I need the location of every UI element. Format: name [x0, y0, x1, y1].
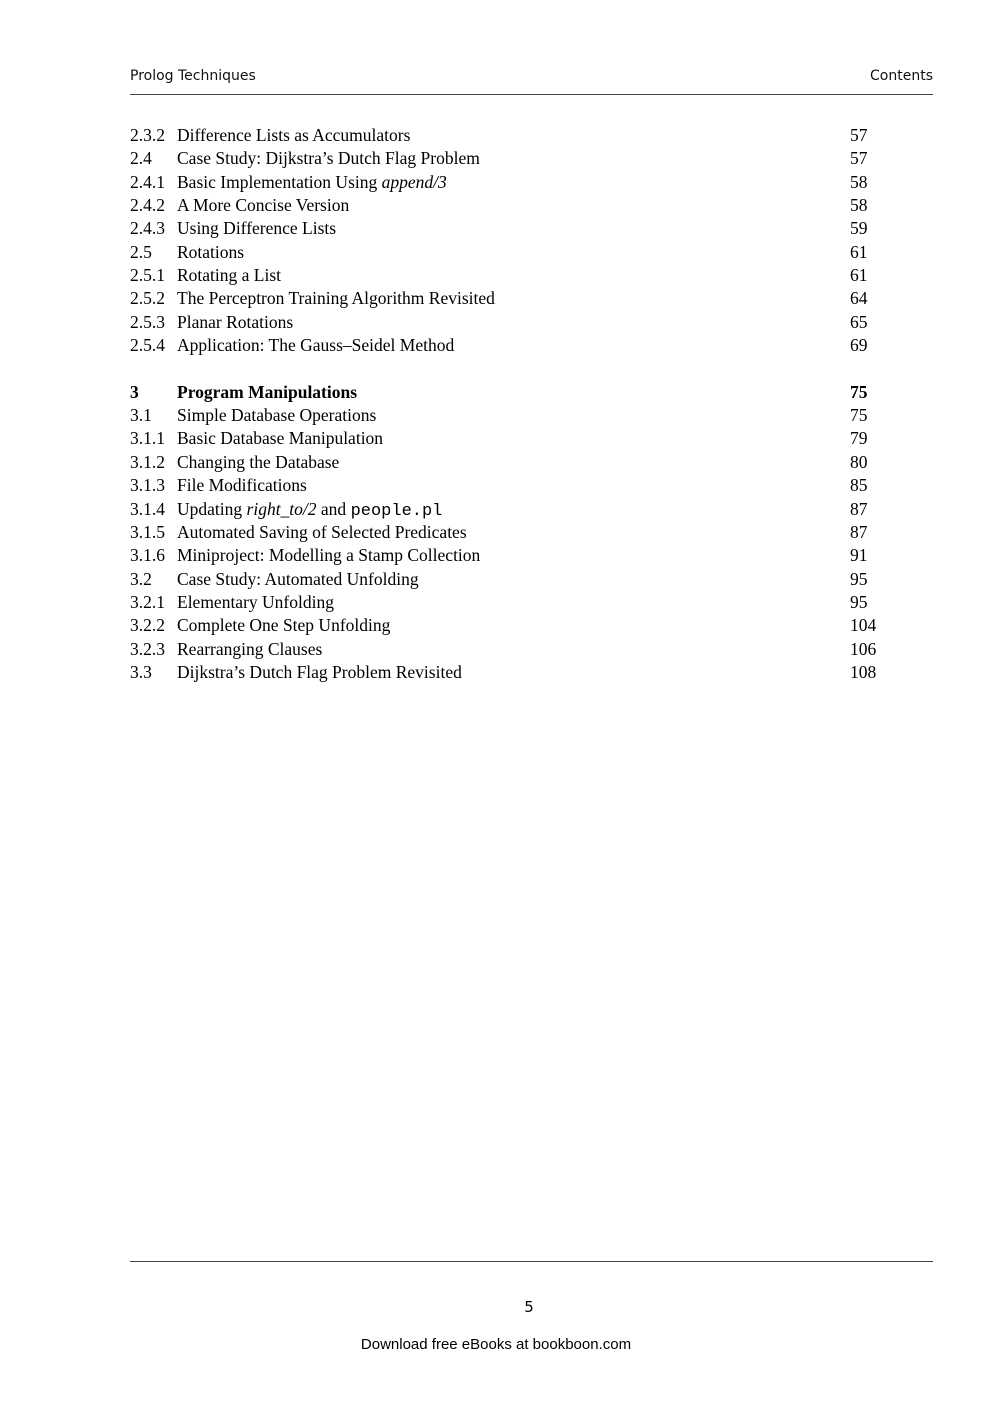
toc-entry-page: 95 [850, 568, 868, 589]
toc-title-segment: Dijkstra’s Dutch Flag Problem Revisited [177, 661, 462, 682]
toc-entry[interactable] [130, 427, 890, 450]
toc-entry[interactable] [130, 568, 890, 591]
toc-entry[interactable] [130, 591, 890, 614]
toc-entry-page: 57 [850, 125, 868, 145]
toc-title-segment: The Perceptron Training Algorithm Revisited [177, 288, 495, 309]
toc-entry-title [177, 568, 419, 591]
toc-title-segment: Basic Implementation Using [177, 171, 382, 192]
toc-title-segment: Rotating a List [177, 265, 282, 286]
toc-entry-number: 2.4.3 [130, 218, 165, 239]
download-link[interactable]: Download free eBooks at bookboon.com [360, 1336, 632, 1353]
toc-entry-title [177, 474, 307, 497]
toc-entry-page: 61 [850, 265, 868, 286]
toc-entry-number: 2.5.2 [130, 288, 165, 309]
toc-title-segment: Using Difference Lists [177, 218, 337, 239]
toc-entry[interactable] [130, 287, 890, 310]
toc-entry-page: 75 [850, 381, 868, 402]
toc-entry-page: 69 [850, 335, 868, 356]
toc-entry[interactable] [130, 217, 890, 240]
toc-title-segment: Simple Database Operations [177, 405, 377, 426]
toc-entry-title [177, 498, 442, 523]
toc-entry-title [177, 427, 383, 450]
toc-title-segment: Basic Database Manipulation [177, 428, 384, 449]
table-of-contents [130, 124, 890, 684]
toc-entry-title [177, 404, 376, 427]
toc-entry-number: 3.1.5 [130, 521, 165, 542]
page-number: 5 [524, 1298, 534, 1316]
toc-entry[interactable] [130, 544, 890, 567]
toc-entry-page: 85 [850, 475, 868, 496]
toc-entry-number: 3.2 [130, 568, 152, 589]
toc-entry[interactable] [130, 638, 890, 661]
toc-entry-number: 2.3.2 [130, 125, 165, 145]
toc-entry-page: 87 [850, 498, 868, 519]
toc-entry-number: 3.1.4 [130, 498, 165, 519]
toc-entry-title [177, 661, 462, 684]
toc-entry-title [177, 264, 281, 287]
toc-title-segment: Elementary Unfolding [177, 591, 334, 612]
toc-entry-page: 61 [850, 241, 868, 262]
toc-entry-title [177, 614, 390, 637]
toc-entry[interactable] [130, 311, 890, 334]
toc-entry-number: 3.2.1 [130, 591, 165, 612]
toc-entry[interactable] [130, 521, 890, 544]
toc-title-segment: Rotations [177, 241, 245, 262]
toc-entry[interactable] [130, 474, 890, 497]
toc-title-segment: right_to/2 [246, 498, 317, 519]
toc-entry-page: 59 [850, 218, 868, 239]
toc-entry-page: 87 [850, 521, 868, 542]
toc-title-segment: append/3 [381, 171, 447, 192]
toc-entry-title [177, 217, 336, 240]
toc-entry-title [177, 124, 410, 147]
toc-entry-title [177, 544, 480, 567]
running-header-title: Prolog Techniques [130, 68, 256, 84]
toc-entry[interactable] [130, 498, 890, 521]
toc-entry[interactable] [130, 194, 890, 217]
toc-entry[interactable] [130, 661, 890, 684]
toc-title-segment: Program Manipulations [177, 381, 358, 402]
toc-entry-title [177, 241, 244, 264]
toc-entry-page: 58 [850, 171, 868, 192]
toc-entry-title [177, 287, 495, 310]
toc-entry-page: 64 [850, 288, 868, 309]
toc-entry-page: 95 [850, 591, 868, 612]
toc-entry-title [177, 638, 322, 661]
toc-entry-number: 2.4.1 [130, 171, 165, 192]
toc-entry-page: 65 [850, 311, 868, 332]
toc-entry-number: 3.1 [130, 405, 152, 426]
toc-entry-title [177, 591, 334, 614]
toc-entry-page: 104 [850, 615, 877, 636]
toc-entry-title [177, 171, 447, 194]
toc-entry-page: 80 [850, 451, 868, 472]
toc-title-segment: Updating [177, 498, 247, 519]
toc-entry[interactable] [130, 404, 890, 427]
toc-title-segment: A More Concise Version [177, 195, 350, 216]
toc-title-segment: Planar Rotations [177, 311, 294, 332]
toc-entry-number: 3.1.2 [130, 451, 165, 472]
toc-entry[interactable] [130, 124, 890, 147]
toc-title-segment: people.pl [350, 501, 443, 521]
toc-entry-title [177, 334, 454, 357]
toc-chapter-entry[interactable] [130, 381, 890, 404]
toc-entry-title [177, 194, 349, 217]
toc-entry-title [177, 451, 339, 474]
toc-entry[interactable] [130, 614, 890, 637]
running-header-section: Contents [870, 68, 933, 84]
toc-entry-number: 3.1.1 [130, 428, 165, 449]
toc-entry[interactable] [130, 264, 890, 287]
toc-title-segment: Miniproject: Modelling a Stamp Collection [177, 545, 481, 566]
toc-entry-page: 75 [850, 405, 868, 426]
toc-title-segment: Automated Saving of Selected Predicates [177, 521, 467, 542]
toc-entry-title [177, 147, 480, 170]
toc-entry-number: 3.3 [130, 661, 152, 682]
toc-entry-page: 108 [850, 661, 877, 682]
toc-entry-number: 2.5 [130, 241, 152, 262]
toc-entry-page: 57 [850, 148, 868, 169]
toc-entry-number: 2.4.2 [130, 195, 165, 216]
toc-title-segment: Changing the Database [177, 451, 340, 472]
toc-entry-number: 3.2.3 [130, 638, 165, 659]
toc-entry[interactable] [130, 171, 890, 194]
toc-entry-number: 2.5.4 [130, 335, 165, 356]
header-rule [130, 94, 933, 95]
toc-entry-page: 79 [850, 428, 868, 449]
toc-title-segment: and [316, 498, 351, 519]
toc-title-segment: Rearranging Clauses [177, 638, 323, 659]
toc-title-segment: Case Study: Dijkstra’s Dutch Flag Problem [177, 148, 480, 169]
toc-entry-number: 2.4 [130, 148, 152, 169]
toc-entry-number: 3 [130, 381, 139, 402]
toc-entry-title [177, 311, 293, 334]
toc-entry-number: 2.5.1 [130, 265, 165, 286]
toc-entry[interactable] [130, 241, 890, 264]
toc-entry[interactable] [130, 147, 890, 170]
toc-entry-page: 106 [850, 638, 877, 659]
toc-entry-number: 3.1.6 [130, 545, 165, 566]
toc-title-segment: Difference Lists as Accumulators [177, 125, 411, 145]
toc-entry-number: 3.1.3 [130, 475, 165, 496]
footer-rule [130, 1261, 933, 1262]
toc-entry-title [177, 521, 467, 544]
toc-entry-page: 58 [850, 195, 868, 216]
toc-entry-page: 91 [850, 545, 868, 566]
toc-title-segment: Application: The Gauss–Seidel Method [177, 335, 455, 356]
toc-title-segment: Complete One Step Unfolding [177, 615, 391, 636]
toc-title-segment: Case Study: Automated Unfolding [177, 568, 419, 589]
toc-entry[interactable] [130, 451, 890, 474]
toc-entry-title [177, 381, 357, 404]
toc-entry[interactable] [130, 334, 890, 357]
toc-entry-number: 2.5.3 [130, 311, 165, 332]
toc-title-segment: File Modifications [177, 475, 307, 496]
toc-entry-number: 3.2.2 [130, 615, 165, 636]
